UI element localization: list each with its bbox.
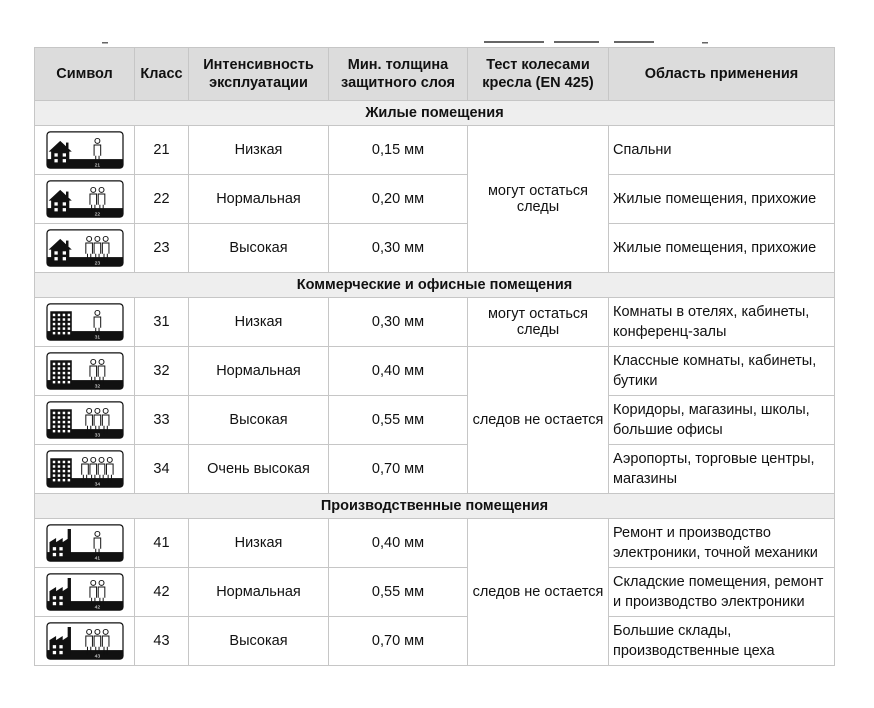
table-row [35,568,835,617]
header-row [35,48,835,101]
class-symbol-cell [35,126,135,175]
thickness-cell: 0,70 мм [329,445,468,494]
class-cell: 43 [135,617,189,666]
table-row [35,298,835,347]
table-row [35,224,835,273]
house-class-icon [40,180,130,218]
intensity-cell: Нормальная [189,347,329,396]
application-cell: Жилые помещения, прихожие [609,224,835,273]
intensity-cell: Высокая [189,396,329,445]
application-cell: Складские помещения, ремонт и производство электроники [609,568,835,617]
table-row [35,175,835,224]
class-number-label: 41 [94,556,100,562]
application-cell: Классные комнаты, кабинеты, бутики [609,347,835,396]
class-number-label: 31 [94,335,100,341]
class-cell: 33 [135,396,189,445]
intensity-cell: Нормальная [189,175,329,224]
factory-class-icon [40,524,130,562]
section-title: Коммерческие и офисные помещения [35,273,835,298]
header-application: Область применения [609,48,835,101]
class-number-label: 34 [94,482,100,488]
thickness-cell: 0,40 мм [329,347,468,396]
thickness-cell: 0,30 мм [329,224,468,273]
chair-test-cell: могут остаться следы [468,126,609,273]
table-row [35,126,835,175]
office-class-icon [40,401,130,439]
class-number-label: 21 [94,163,100,169]
application-cell: Спальни [609,126,835,175]
thickness-cell: 0,55 мм [329,396,468,445]
application-cell: Аэропорты, торговые центры, магазины [609,445,835,494]
table-row [35,445,835,494]
table-row [35,347,835,396]
section-row [35,273,835,298]
class-symbol-cell [35,224,135,273]
intensity-cell: Низкая [189,298,329,347]
class-cell: 32 [135,347,189,396]
thickness-cell: 0,55 мм [329,568,468,617]
class-cell: 22 [135,175,189,224]
header-class: Класс [135,48,189,101]
thickness-cell: 0,15 мм [329,126,468,175]
table-row [35,617,835,666]
class-symbol-cell [35,568,135,617]
section-title: Жилые помещения [35,101,835,126]
section-row [35,101,835,126]
class-symbol-cell [35,298,135,347]
intensity-cell: Низкая [189,519,329,568]
chair-test-cell: следов не остается [468,347,609,494]
class-cell: 21 [135,126,189,175]
application-cell: Большие склады, производственные цеха [609,617,835,666]
chair-test-cell: следов не остается [468,519,609,666]
thickness-cell: 0,30 мм [329,298,468,347]
header-chair-test: Тест колесами кресла (EN 425) [468,48,609,101]
cropped-text-remnant [34,40,834,46]
office-class-icon [40,450,130,488]
class-number-label: 32 [94,384,100,390]
thickness-cell: 0,20 мм [329,175,468,224]
laminate-class-table [34,47,835,666]
class-symbol-cell [35,347,135,396]
class-cell: 42 [135,568,189,617]
class-symbol-cell [35,617,135,666]
class-cell: 31 [135,298,189,347]
intensity-cell: Низкая [189,126,329,175]
intensity-cell: Нормальная [189,568,329,617]
factory-class-icon [40,622,130,660]
intensity-cell: Высокая [189,224,329,273]
application-cell: Комнаты в отелях, кабинеты, конференц-залы [609,298,835,347]
header-symbol: Символ [35,48,135,101]
chair-test-cell: могут остаться следы [468,298,609,347]
section-title: Производственные помещения [35,494,835,519]
class-number-label: 22 [94,212,100,218]
class-number-label: 23 [94,261,100,267]
header-thickness: Мин. толщина защитного слоя [329,48,468,101]
house-class-icon [40,229,130,267]
application-cell: Ремонт и производство электроники, точной механики [609,519,835,568]
intensity-cell: Очень высокая [189,445,329,494]
class-cell: 34 [135,445,189,494]
class-number-label: 42 [94,605,100,611]
class-symbol-cell [35,445,135,494]
thickness-cell: 0,40 мм [329,519,468,568]
class-symbol-cell [35,175,135,224]
table-row [35,396,835,445]
class-cell: 41 [135,519,189,568]
house-class-icon [40,131,130,169]
class-symbol-cell [35,396,135,445]
factory-class-icon [40,573,130,611]
office-class-icon [40,352,130,390]
table-row [35,519,835,568]
class-symbol-cell [35,519,135,568]
section-row [35,494,835,519]
class-number-label: 43 [94,654,100,660]
class-cell: 23 [135,224,189,273]
thickness-cell: 0,70 мм [329,617,468,666]
office-class-icon [40,303,130,341]
application-cell: Жилые помещения, прихожие [609,175,835,224]
intensity-cell: Высокая [189,617,329,666]
header-intensity: Интенсивность эксплуатации [189,48,329,101]
application-cell: Коридоры, магазины, школы, большие офисы [609,396,835,445]
class-number-label: 33 [94,433,100,439]
